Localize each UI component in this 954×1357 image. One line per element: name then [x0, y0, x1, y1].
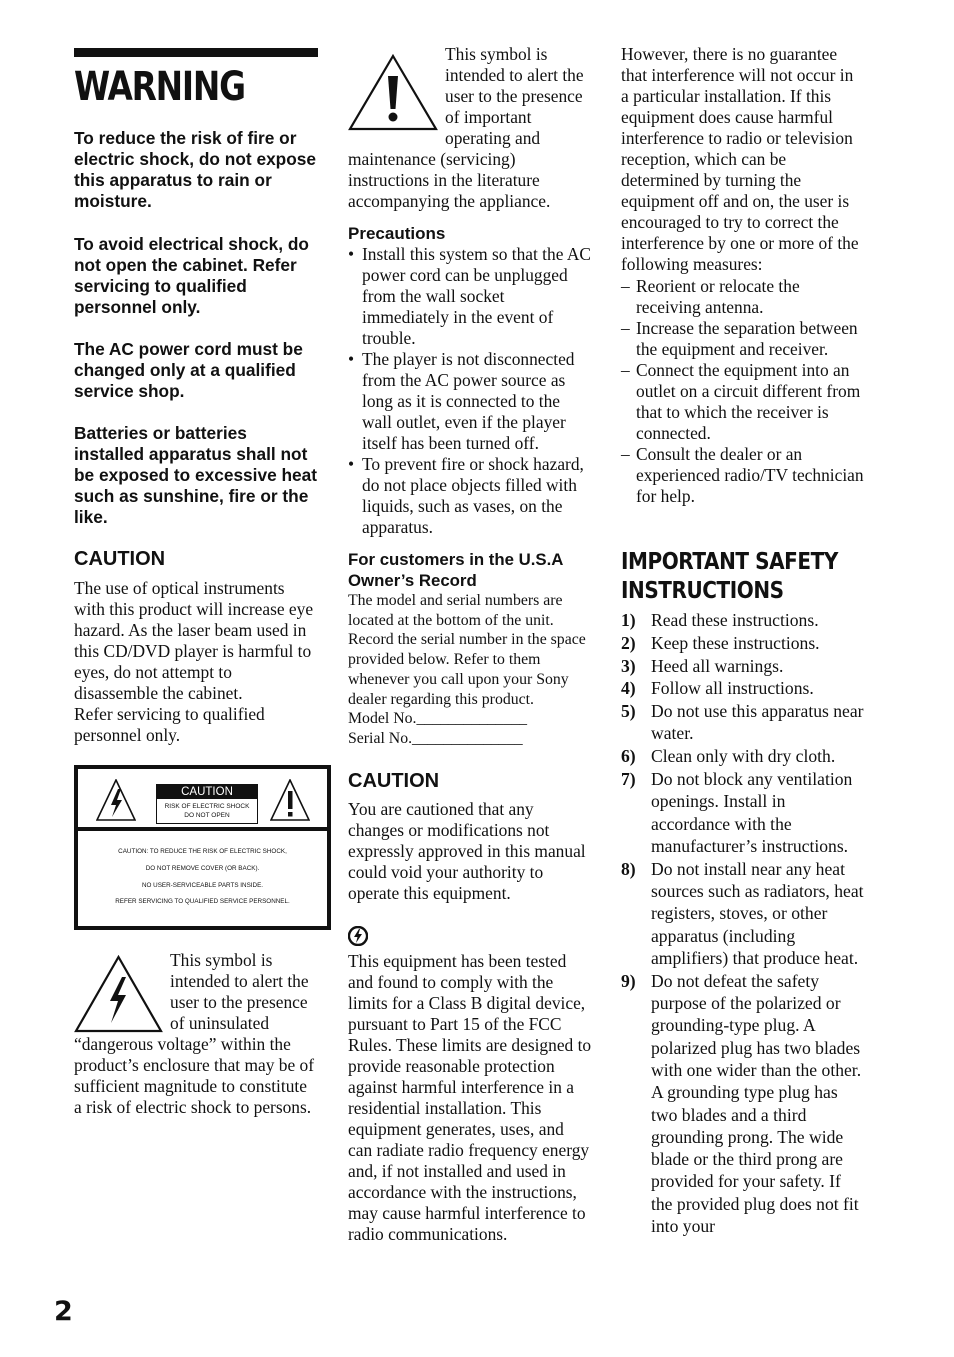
lightning-symbol-float — [74, 950, 170, 1034]
precautions-list — [348, 244, 592, 538]
instruction-text: Keep these instructions. — [651, 632, 820, 653]
precautions-heading: Precautions — [348, 224, 446, 243]
serial-number-line: Serial No.______________ — [348, 730, 523, 747]
safety-heading-line-2: INSTRUCTIONS — [621, 578, 784, 604]
safety-heading-line-1: IMPORTANT SAFETY — [621, 549, 838, 575]
lightning-symbol-text — [74, 950, 318, 1118]
caution-label-line-2: DO NOT REMOVE COVER (OR BACK). — [145, 865, 260, 872]
instruction-number: 9) — [621, 970, 636, 991]
instruction-text: Clean only with dry cloth. — [651, 746, 836, 767]
warning-paragraph-2: To avoid electrical shock, do not open the cabinet. Refer servicing to qualified personnel only. — [74, 234, 309, 317]
lightning-warning-icon — [96, 779, 136, 821]
measure-item: – Increase the separation between the equipment and receiver. — [621, 318, 865, 360]
caution-label-sub1: RISK OF ELECTRIC SHOCK — [164, 803, 250, 810]
measure-item: – Connect the equipment into an outlet on a circuit different from that to which the receiver is connected. — [621, 360, 865, 444]
page-number: 2 — [54, 1296, 73, 1327]
precaution-item: • To prevent fire or shock hazard, do not place objects filled with liquids, such as vases, on the apparatus. — [348, 454, 592, 538]
instruction-number: 1) — [621, 610, 636, 630]
owners-record-text: The model and serial numbers are located at the bottom of the unit. Record the serial number in the space provided below. Refer to them whenever you call upon your Sony dealer regarding this product. — [348, 592, 586, 708]
lightning-symbol-description: This symbol is intended to alert the user to the presence of uninsulated “dangerous voltage” within the product’s enclosure that may be of sufficient magnitude to constitute a risk of electric shock to persons. — [74, 950, 315, 1117]
instruction-number: 3) — [621, 655, 636, 676]
instruction-text: Do not use this apparatus near water. — [651, 701, 864, 744]
instruction-item — [621, 700, 865, 745]
precaution-item: • The player is not disconnected from the AC power source as long as it is connected to the wall outlet, even if the player itself has been turned off. — [348, 349, 592, 454]
model-number-line: Model No.______________ — [348, 710, 528, 727]
interference-intro: However, there is no guarantee that interference will not occur in a particular installation. If this equipment does cause harmful interference to radio or television reception, which can be determined by turning the equipment off and on, the user is encouraged to try to correct the interference by one or more of the following measures: — [621, 44, 859, 274]
caution-label-header: CAUTION — [157, 785, 257, 799]
exclamation-warning-icon — [270, 779, 310, 821]
instruction-item — [621, 677, 865, 699]
title-rule — [74, 48, 318, 57]
fcc-icon — [348, 926, 368, 946]
instruction-item — [621, 858, 865, 969]
instruction-item — [621, 609, 865, 631]
caution-label-line-4: REFER SERVICING TO QUALIFIED SERVICE PERSONNEL. — [115, 898, 290, 905]
precaution-item: • Install this system so that the AC power cord can be unplugged from the wall socket immediately in the event of trouble. — [348, 244, 592, 349]
instruction-text: Read these instructions. — [651, 610, 819, 630]
page-title: WARNING — [74, 64, 245, 110]
caution-label-top — [78, 769, 327, 827]
instruction-text: Do not defeat the safety purpose of the polarized or grounding-type plug. A polarized plug has two blades with one wider than the other. A grounding type plug has two blades and a third grounding prong. The wide blade or the third prong are provided for your safety. If the provided plug does not fit into your — [651, 970, 862, 1237]
caution-heading: CAUTION — [74, 548, 166, 570]
instruction-number: 4) — [621, 678, 636, 699]
instruction-number: 8) — [621, 858, 636, 879]
caution-label-sub — [157, 802, 257, 820]
caution-heading-2: CAUTION — [348, 770, 440, 792]
caution-label — [74, 765, 331, 930]
instruction-number: 6) — [621, 746, 636, 767]
instruction-text: Heed all warnings. — [651, 655, 784, 676]
instruction-number: 7) — [621, 769, 636, 790]
instruction-item — [621, 970, 865, 1238]
measure-item: – Consult the dealer or an experienced radio/TV technician for help. — [621, 444, 865, 507]
usa-heading: For customers in the U.S.A — [348, 550, 564, 569]
warning-paragraph-4: Batteries or batteries installed apparatus shall not be exposed to excessive heat such as sunshine, fire or the like. — [74, 423, 318, 527]
warning-paragraph-3: The AC power cord must be changed only at a qualified service shop. — [74, 339, 303, 401]
safety-instructions-list — [621, 609, 865, 1238]
safety-heading — [621, 548, 838, 606]
instruction-item — [621, 745, 865, 767]
caution-label-sub2: DO NOT OPEN — [184, 812, 230, 819]
fcc-compliance-text: This equipment has been tested and found to comply with the limits for a Class B digital device, pursuant to Part 15 of the FCC Rules. These limits are designed to provide reasonable protection against harmful interference in a residential installation. This equipment generates, uses, and can radiate radio frequency energy and, if not installed and used in accordance with the instructions, may cause harmful interference to radio communications. — [348, 951, 592, 1244]
instruction-text: Do not install near any heat sources such as radiators, heat registers, stoves, or other apparatus (including amplifiers) that produce heat. — [651, 858, 864, 968]
owners-record-heading: Owner’s Record — [348, 571, 477, 590]
instruction-number: 2) — [621, 632, 636, 653]
warning-paragraph-1: To reduce the risk of fire or electric shock, do not expose this apparatus to rain or moisture. — [74, 128, 317, 211]
exclamation-symbol-text — [348, 44, 592, 212]
caution-text-2: You are cautioned that any changes or modifications not expressly approved in this manual could void your authority to operate this equipment. — [348, 799, 586, 903]
caution-text-referral: Refer servicing to qualified personnel only. — [74, 704, 265, 745]
exclamation-symbol-description: This symbol is intended to alert the user to the presence of important operating and maintenance (servicing) instructions in the literature accompanying the appliance. — [348, 44, 584, 211]
instruction-item — [621, 632, 865, 654]
instruction-text: Follow all instructions. — [651, 678, 814, 699]
caution-label-bottom — [78, 831, 327, 926]
measure-item: – Reorient or relocate the receiving antenna. — [621, 276, 865, 318]
caution-label-caption — [156, 784, 258, 824]
caution-label-line-1: CAUTION: TO REDUCE THE RISK OF ELECTRIC SHOCK, — [118, 848, 287, 855]
interference-measures — [621, 276, 865, 507]
caution-text: The use of optical instruments with this product will increase eye hazard. As the laser beam used in this CD/DVD player is harmful to eyes, do not attempt to disassemble the cabinet. — [74, 578, 314, 703]
instruction-item — [621, 768, 865, 857]
caution-label-line-3: NO USER-SERVICEABLE PARTS INSIDE. — [141, 882, 264, 889]
exclamation-symbol-float — [348, 44, 445, 148]
instruction-item — [621, 655, 865, 677]
instruction-number: 5) — [621, 701, 636, 722]
instruction-text: Do not block any ventilation openings. Install in accordance with the manufacturer’s instructions. — [651, 769, 853, 856]
